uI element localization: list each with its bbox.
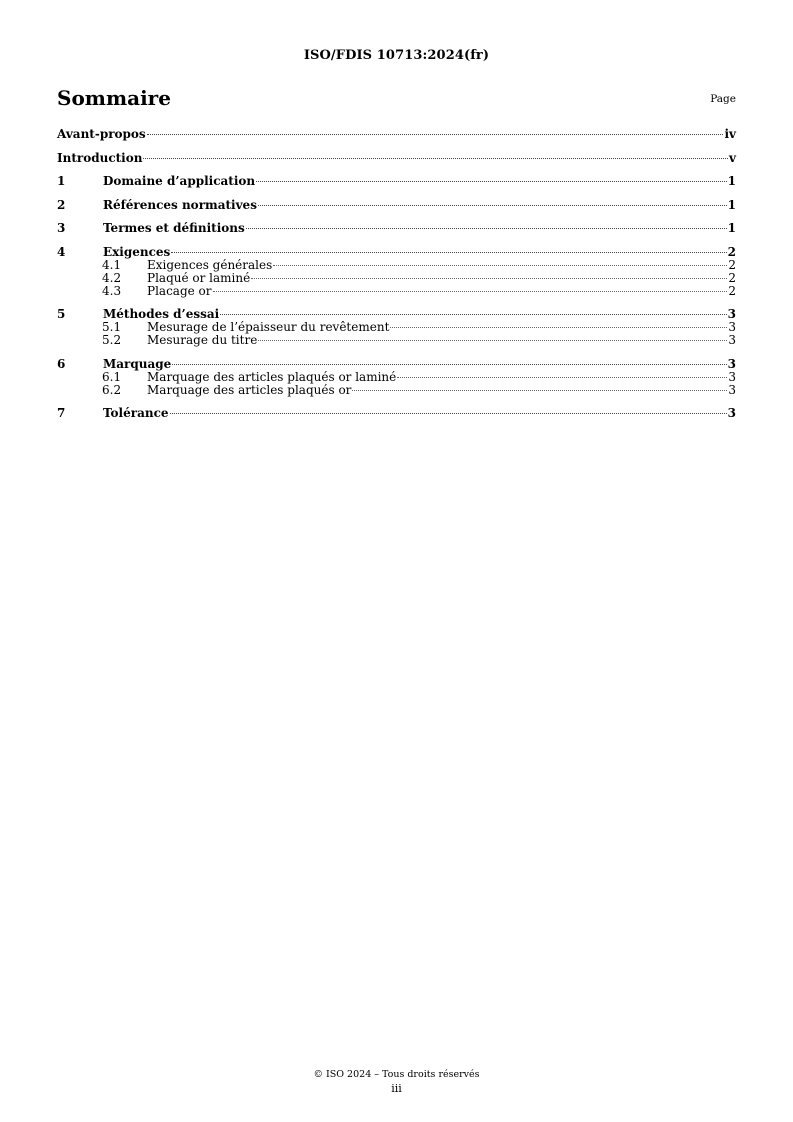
toc-subentry-row (147, 371, 736, 384)
toc-entry[interactable] (57, 199, 736, 212)
toc-entry-page: 1 (727, 221, 736, 235)
toc-subentry-page: 2 (728, 257, 736, 272)
dot-leader (352, 390, 727, 391)
toc-subentry-number: 5.2 (102, 333, 122, 347)
dot-leader (256, 181, 727, 182)
toc-entry-number: 4 (57, 244, 66, 259)
dot-leader (273, 265, 727, 266)
toc-subentry-number: 6.2 (102, 382, 122, 397)
page-column-label: Page (710, 93, 736, 105)
toc-subentry-label: Mesurage du titre (147, 333, 258, 347)
dot-leader (147, 134, 724, 135)
dot-leader (390, 327, 727, 328)
dot-leader (143, 158, 728, 159)
toc-entry[interactable] (57, 175, 736, 188)
toc-subentry-page: 3 (728, 369, 736, 384)
toc-entry-label: Marquage (103, 356, 172, 371)
toc-subentry-row (147, 384, 736, 397)
toc-entry-number: 1 (57, 174, 66, 188)
toc-entry-label: Termes et définitions (103, 221, 245, 235)
page-number: iii (391, 1082, 402, 1095)
toc-subentry-page: 3 (728, 320, 736, 334)
toc-entry-page: 3 (727, 307, 736, 321)
toc-subentry[interactable] (57, 285, 736, 298)
toc-entry-number: 2 (57, 197, 66, 212)
toc-entry-page: v (729, 150, 736, 165)
toc-entry-label: Introduction (57, 150, 143, 165)
table-of-contents (57, 128, 736, 420)
toc-entry[interactable] (57, 358, 736, 371)
dot-leader (258, 340, 727, 341)
toc-subentry-row (147, 259, 736, 272)
dot-leader (246, 228, 727, 229)
dot-leader (220, 314, 726, 315)
toc-subentry-number: 6.1 (102, 369, 122, 384)
toc-subentry-number: 4.2 (102, 270, 122, 285)
page-footer (0, 1068, 793, 1096)
toc-entry-row (57, 152, 736, 165)
toc-entry-number: 7 (57, 406, 66, 420)
toc-entry[interactable] (57, 246, 736, 259)
toc-subentry-row (147, 285, 736, 298)
toc-entry-label: Exigences (103, 244, 171, 259)
toc-subentry-label: Mesurage de l’épaisseur du revêtement (147, 320, 390, 334)
toc-subentry-label: Marquage des articles plaqués or laminé (147, 369, 397, 384)
dot-leader (258, 205, 727, 206)
toc-subentry[interactable] (57, 272, 736, 285)
toc-subentry-number: 4.1 (102, 257, 122, 272)
toc-entry-page: 1 (727, 174, 736, 188)
toc-title: Sommaire (57, 86, 171, 110)
toc-subentry-label: Placage or (147, 283, 212, 298)
toc-entry-row (103, 199, 736, 212)
toc-entry-row (103, 175, 736, 188)
toc-entry-row (103, 358, 736, 371)
toc-entry-row (103, 246, 736, 259)
copyright-notice: © ISO 2024 – Tous droits réservés (313, 1069, 480, 1080)
dot-leader (170, 413, 727, 414)
toc-entry-label: Domaine d’application (103, 174, 256, 188)
toc-title-row (57, 86, 736, 116)
toc-entry-number: 5 (57, 307, 66, 321)
dot-leader (251, 278, 727, 279)
toc-subentry-label: Plaqué or laminé (147, 270, 251, 285)
toc-subentry[interactable] (57, 334, 736, 347)
dot-leader (213, 291, 728, 292)
toc-entry-label: Tolérance (103, 406, 169, 420)
dot-leader (172, 364, 726, 365)
toc-entry-page: 3 (727, 356, 736, 371)
toc-entry-row (103, 222, 736, 235)
toc-entry-row (57, 128, 736, 141)
toc-entry[interactable] (57, 222, 736, 235)
toc-entry[interactable] (57, 407, 736, 420)
toc-entry-page: iv (724, 127, 736, 141)
toc-subentry-label: Marquage des articles plaqués or (147, 382, 352, 397)
toc-subentry-page: 3 (728, 382, 736, 397)
document-header: ISO/FDIS 10713:2024(fr) (303, 48, 490, 63)
toc-entry-label: Avant-propos (57, 127, 146, 141)
toc-subentry-row (147, 272, 736, 285)
toc-entry[interactable] (57, 128, 736, 141)
toc-subentry-page: 3 (728, 333, 736, 347)
toc-entry-label: Méthodes d’essai (103, 307, 220, 321)
toc-entry[interactable] (57, 152, 736, 165)
toc-subentry[interactable] (57, 384, 736, 397)
toc-entry-number: 6 (57, 356, 66, 371)
toc-entry-label: Références normatives (103, 197, 257, 212)
toc-subentry[interactable] (57, 371, 736, 384)
toc-entry-number: 3 (57, 221, 66, 235)
toc-subentry[interactable] (57, 259, 736, 272)
toc-entry-page: 3 (727, 406, 736, 420)
toc-entry-page: 1 (727, 197, 736, 212)
toc-entry-row (103, 407, 736, 420)
toc-entry-page: 2 (727, 244, 736, 259)
dot-leader (171, 252, 726, 253)
toc-subentry-number: 5.1 (102, 320, 122, 334)
toc-subentry-label: Exigences générales (147, 257, 273, 272)
dot-leader (397, 377, 727, 378)
toc-subentry-number: 4.3 (102, 283, 122, 298)
toc-subentry-page: 2 (728, 283, 736, 298)
toc-subentry-page: 2 (728, 270, 736, 285)
toc-subentry-row (147, 334, 736, 347)
